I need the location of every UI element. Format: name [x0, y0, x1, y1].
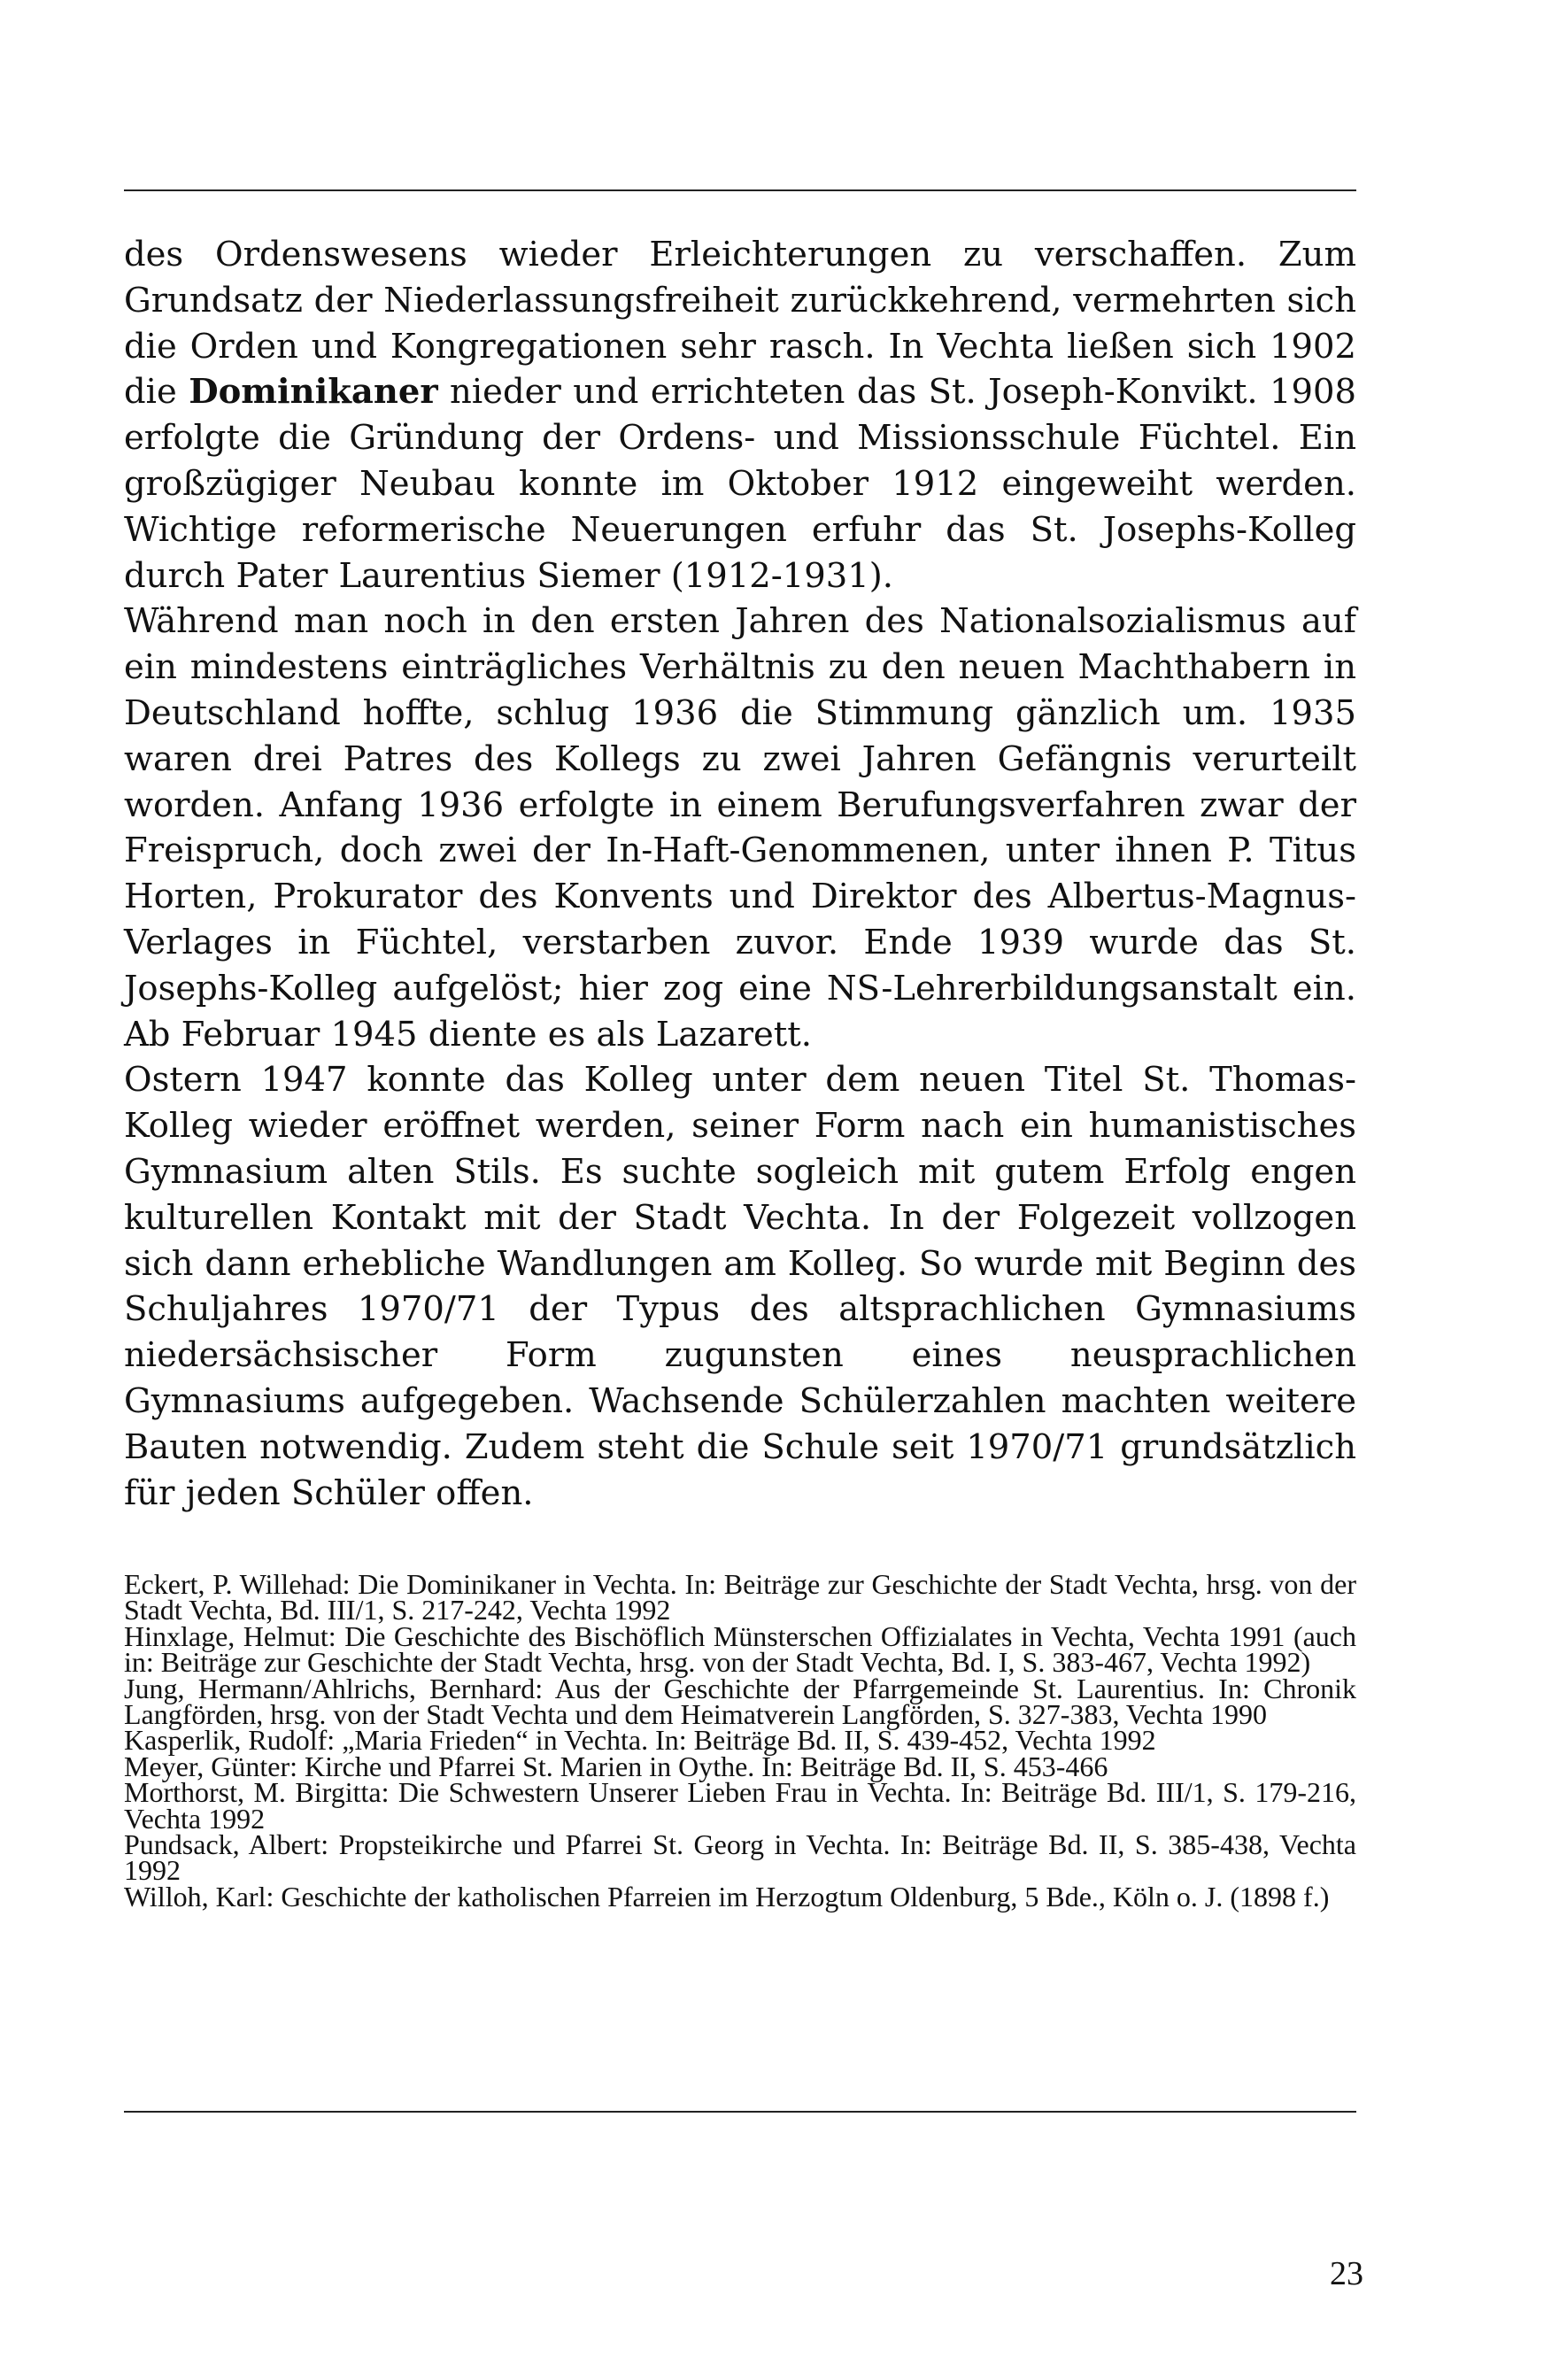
reference-item: Pundsack, Albert: Propsteikirche und Pfarrei St. Georg in Vechta. In: Beiträge Bd. II, S. 385-438, Vechta 1992: [124, 1828, 1356, 1887]
reference-item: Willoh, Karl: Geschichte der katholischen Pfarreien im Herzogtum Oldenburg, 5 Bde., Köln o. J. (1898 f.): [124, 1880, 1330, 1912]
paragraph-3: Ostern 1947 konnte das Kolleg unter dem neuen Titel St. Thomas-Kolleg wieder eröffnet werden, seiner Form nach ein humanistisches Gymnasium alten Stils. Es suchte sogleich mit gutem Erfolg engen kulturellen Kontakt mit der Stadt Vechta. In der Folgezeit vollzogen sich dann erhebliche Wandlungen am Kolleg. So wurde mit Beginn des Schuljahres 1970/71 der Typus des altsprachlichen Gymnasiums niedersächsischer Form zugunsten eines neusprachlichen Gymnasiums aufgegeben. Wachsende Schülerzahlen machten weitere Bauten notwendig. Zudem steht die Schule seit 1970/71 grundsätzlich für jeden Schüler offen.: [124, 1060, 1356, 1513]
bibliography: [124, 1568, 1356, 1912]
bold-term-dominikaner: Dominikaner: [189, 372, 438, 413]
reference-item: Morthorst, M. Birgitta: Die Schwestern Unserer Lieben Frau in Vechta. In: Beiträge Bd. III/1, S. 179-216, Vechta 1992: [124, 1776, 1356, 1835]
main-text: [124, 232, 1356, 1516]
reference-item: Hinxlage, Helmut: Die Geschichte des Bischöflich Münsterschen Offizialates in Vechta, Vechta 1991 (auch in: Beiträge zur Geschichte der Stadt Vechta, hrsg. von der Stadt Vechta, Bd. I, S. 383-467, Vechta 1992): [124, 1619, 1356, 1679]
reference-item: Jung, Hermann/Ahlrichs, Bernhard: Aus der Geschichte der Pfarrgemeinde St. Laurentius. In: Chronik Langförden, hrsg. von der Stadt Vechta und dem Heimatverein Langförden, S. 327-383, Vechta 1990: [124, 1672, 1356, 1731]
paragraph-1-end: nieder und errichteten das St. Joseph-Konvikt. 1908 erfolgte die Gründung der Ordens- und Missionsschule Füchtel. Ein großzügiger Neubau konnte im Oktober 1912 eingeweiht werden. Wichtige reformerische Neuerungen erfuhr das St. Josephs-Kolleg durch Pater Laurentius Siemer (1912-1931).: [124, 372, 1357, 596]
paragraph-2: Während man noch in den ersten Jahren des Nationalsozialismus auf ein mindestens einträgliches Verhältnis zu den neuen Machthabern in Deutschland hoffte, schlug 1936 die Stimmung gänzlich um. 1935 waren drei Patres des Kollegs zu zwei Jahren Gefängnis verurteilt worden. Anfang 1936 erfolgte in einem Berufungsverfahren zwar der Freispruch, doch zwei der In-Haft-Genommenen, unter ihnen P. Titus Horten, Prokurator des Konvents und Direktor des Albertus-Magnus-Verlages in Füchtel, verstarben zuvor. Ende 1939 wurde das St. Josephs-Kolleg aufgelöst; hier zog eine NS-Lehrerbildungsanstalt ein. Ab Februar 1945 diente es als Lazarett.: [124, 601, 1356, 1055]
page-number: 23: [1330, 2255, 1363, 2292]
paragraph-1: [124, 232, 1356, 599]
bottom-rule: [124, 2111, 1356, 2113]
reference-item: Kasperlik, Rudolf: „Maria Frieden“ in Vechta. In: Beiträge Bd. II, S. 439-452, Vechta 1992: [124, 1724, 1156, 1757]
reference-item: Eckert, P. Willehad: Die Dominikaner in Vechta. In: Beiträge zur Geschichte der Stadt Vechta, hrsg. von der Stadt Vechta, Bd. III/1, S. 217-242, Vechta 1992: [124, 1568, 1356, 1627]
paragraph-1-start: des Ordenswesens wieder Erleichterungen zu verschaffen. Zum Grundsatz der Niederlassungsfreiheit zurückkehrend, vermehrten sich die Orden und Kongregationen sehr rasch. In Vechta ließen sich 1902 die: [124, 235, 1356, 413]
reference-item: Meyer, Günter: Kirche und Pfarrei St. Marien in Oythe. In: Beiträge Bd. II, S. 453-466: [124, 1750, 1108, 1782]
top-rule: [124, 189, 1356, 191]
